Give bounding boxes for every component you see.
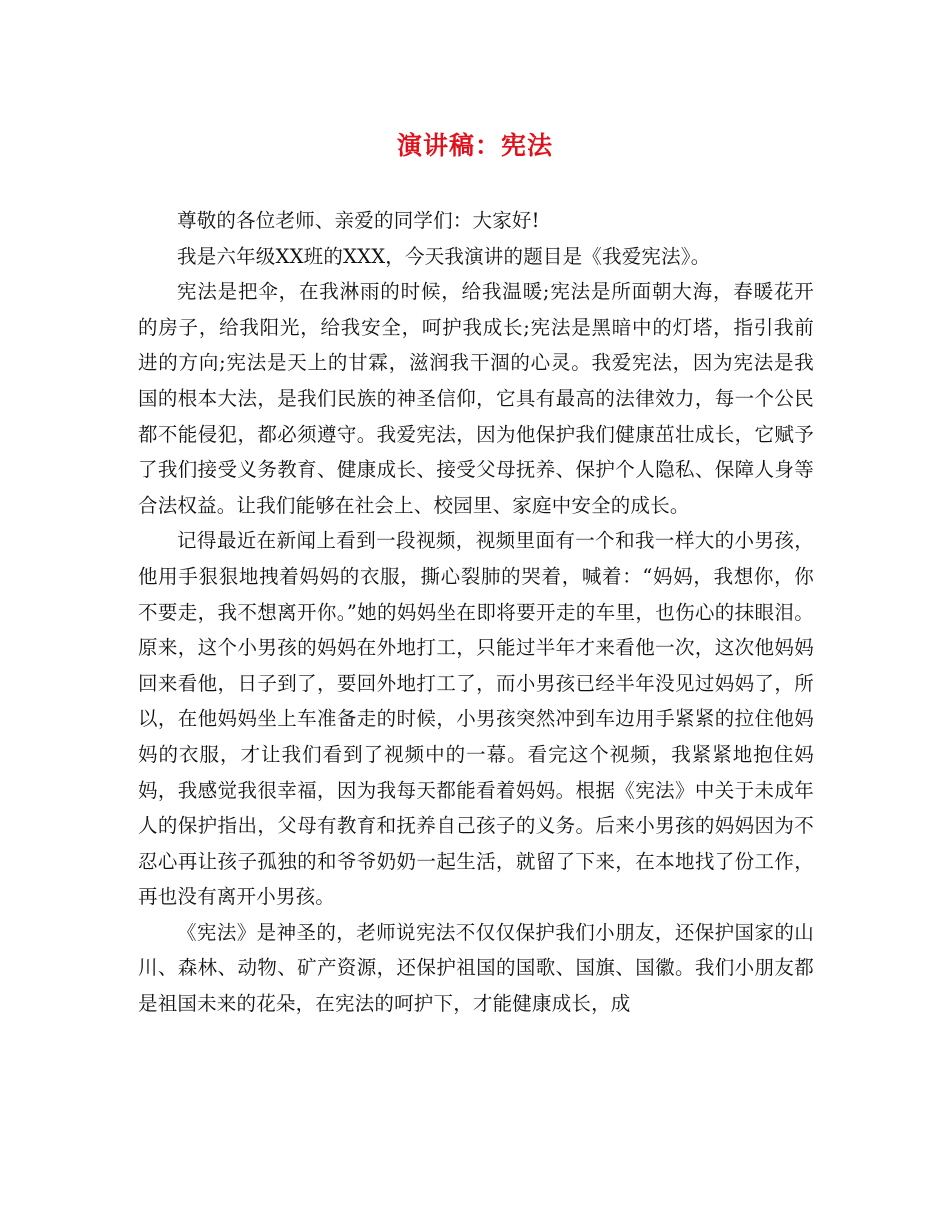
paragraph-constitution-meaning: 宪法是把伞，在我淋雨的时候，给我温暖;宪法是所面朝大海，春暖花开的房子，给我阳光，给我安全，呵护我成长;宪法是黑暗中的灯塔，指引我前进的方向;宪法是天上的甘霖，滋润我干涸的心灵。我爱宪法，因为宪法是我国的根本大法，是我们民族的神圣信仰，它具有最高的法律效力，每一个公民都不能侵犯，都必须遵守。我爱宪法，因为他保护我们健康茁壮成长，它赋予了我们接受义务教育、健康成长、接受父母抚养、保护个人隐私、保障人身等合法权益。让我们能够在社会上、校园里、家庭中安全的成长。 (138, 280, 814, 517)
paragraph-greeting: 尊敬的各位老师、亲爱的同学们：大家好! (177, 209, 540, 232)
document-title: 演讲稿：宪法 (396, 131, 553, 160)
paragraph-constitution-protection: 《宪法》是神圣的，老师说宪法不仅仅保护我们小朋友，还保护国家的山川、森林、动物、矿产资源，还保护祖国的国歌、国旗、国徽。我们小朋友都是祖国未来的花朵，在宪法的呵护下，才能健康成长，成 (138, 920, 814, 1016)
paragraph-introduction: 我是六年级XX班的XXX，今天我演讲的题目是《我爱宪法》。 (177, 244, 711, 268)
paragraph-news-story: 记得最近在新闻上看到一段视频，视频里面有一个和我一样大的小男孩，他用手狠狠地拽着妈妈的衣服，撕心裂肺的哭着，喊着：“妈妈，我想你，你不要走，我不想离开你。”她的妈妈坐在即将要开走的车里，也伤心的抹眼泪。原来，这个小男孩的妈妈在外地打工，只能过半年才来看他一次，这次他妈妈回来看他，日子到了，要回外地打工了，而小男孩已经半年没见过妈妈了，所以，在他妈妈坐上车准备走的时候，小男孩突然冲到车边用手紧紧的拉住他妈妈的衣服，才让我们看到了视频中的一幕。看完这个视频，我紧紧地抱住妈妈，我感觉我很幸福，因为我每天都能看着妈妈。根据《宪法》中关于未成年人的保护指出，父母有教育和抚养自己孩子的义务。后来小男孩的妈妈因为不忍心再让孩子孤独的和爷爷奶奶一起生活，就留了下来，在本地找了份工作，再也没有离开小男孩。 (138, 529, 814, 909)
document-body (138, 203, 814, 1022)
